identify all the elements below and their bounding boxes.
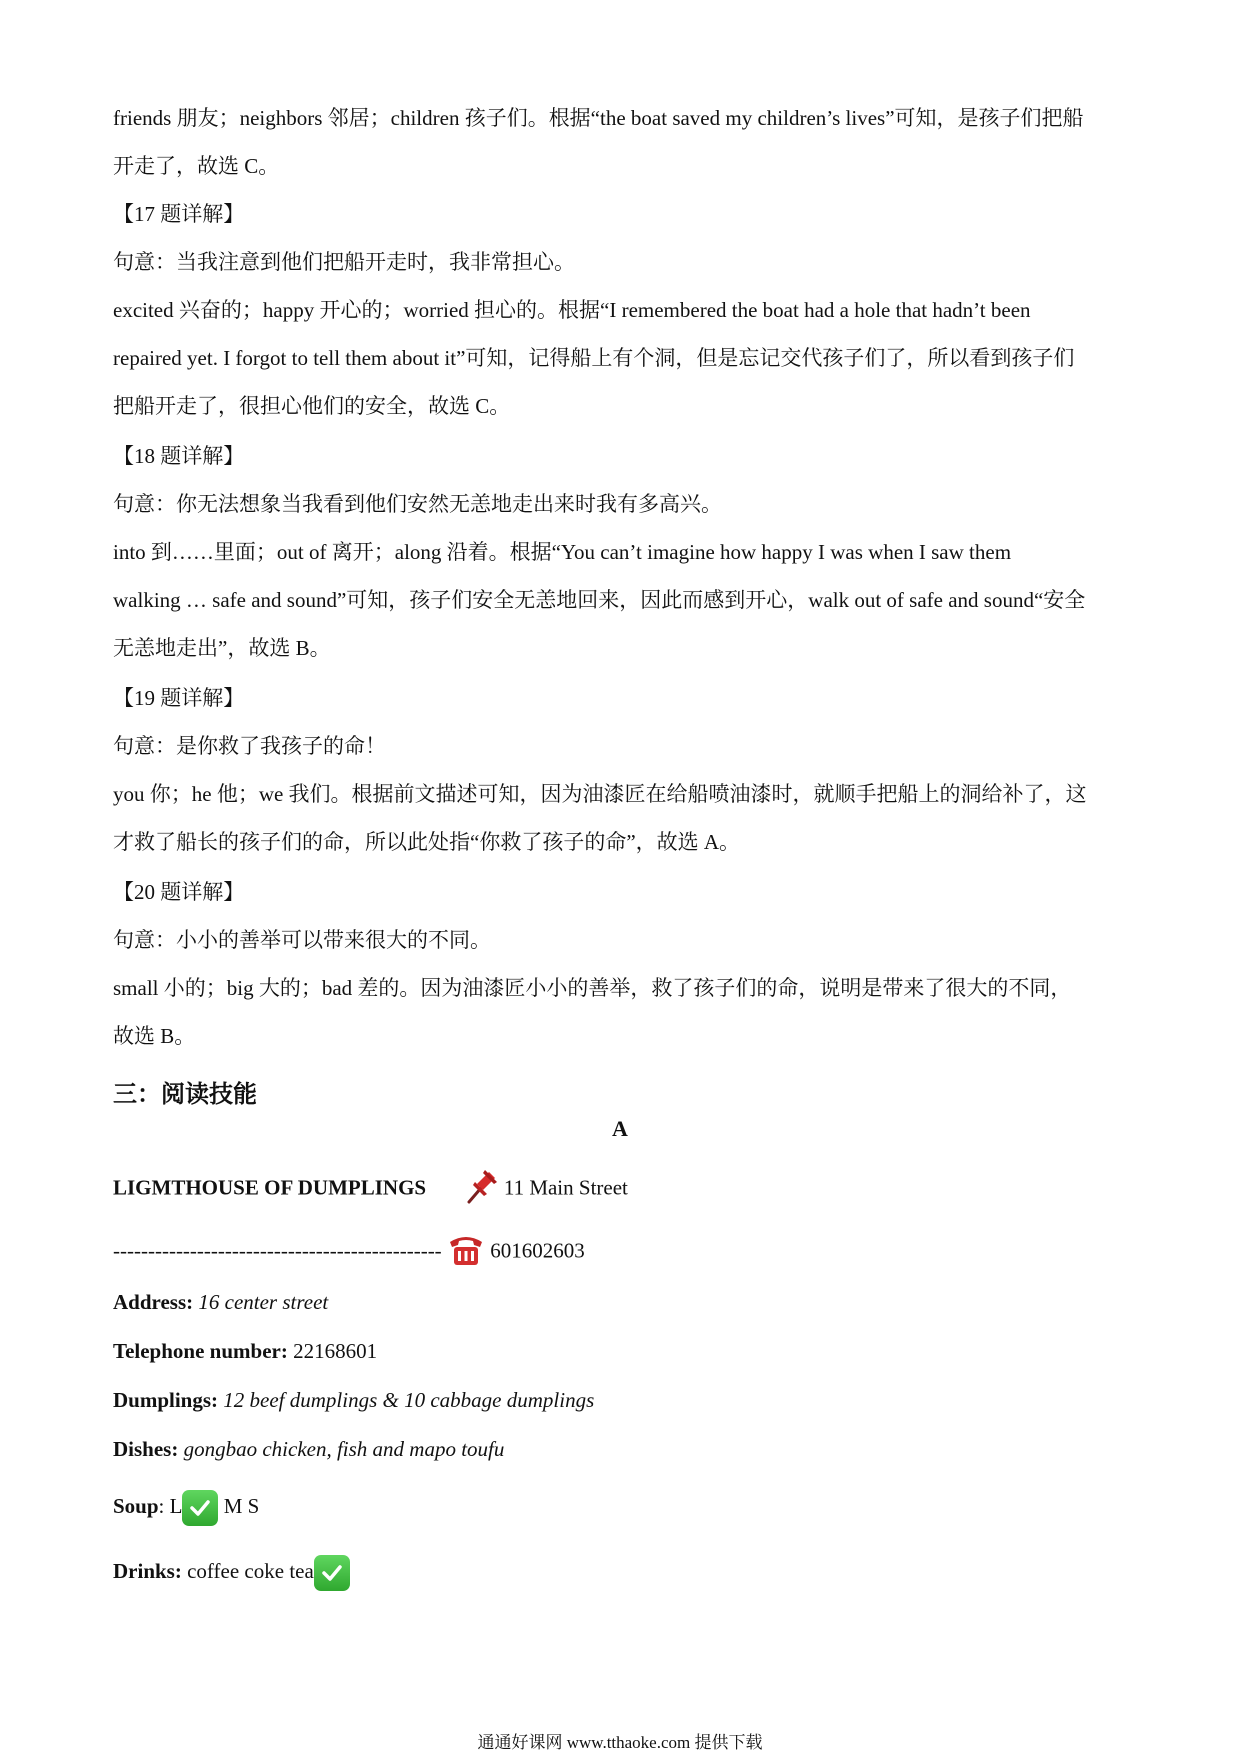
soup-options-ms: M S (223, 1493, 260, 1518)
text-line: you 你；he 他；we 我们。根据前文描述可知，因为油漆匠在给船喷油漆时，就顺手把船上的洞给补了，这 (113, 782, 1087, 806)
telephone-label: Telephone number: (113, 1339, 288, 1363)
soup-option-l: L (169, 1493, 183, 1518)
drinks-label: Drinks: (113, 1558, 182, 1583)
text-line: into 到……里面；out of 离开；along 沿着。根据“You can’t imagine how happy I was when I saw them (113, 540, 1012, 564)
address-value: 16 center street (198, 1290, 329, 1314)
address-label: Address: (113, 1290, 194, 1314)
restaurant-line (113, 1166, 1133, 1213)
address-row (113, 1288, 1133, 1316)
dumplings-row (113, 1386, 1133, 1414)
text-line: 才救了船长的孩子们的命，所以此处指“你救了孩子的命”，故选 A。 (113, 830, 741, 854)
street-text: 11 Main Street (503, 1175, 628, 1200)
pushpin-icon (463, 1166, 499, 1213)
sentence-meaning-17: 句意：当我注意到他们把船开走时，我非常担心。 (113, 250, 575, 274)
question-17-heading: 【17 题详解】 (113, 202, 245, 226)
text-line: excited 兴奋的；happy 开心的；worried 担心的。根据“I remembered the boat had a hole that hadn’t been (113, 298, 1031, 322)
dumplings-label: Dumplings: (113, 1388, 219, 1412)
question-20-heading: 【20 题详解】 (113, 880, 245, 904)
dashed-separator: ----------------------------------------------- (113, 1238, 442, 1263)
telephone-value: 22168601 (293, 1339, 378, 1363)
drinks-row (113, 1555, 1133, 1591)
sentence-meaning-20: 句意：小小的善举可以带来很大的不同。 (113, 928, 491, 952)
question-19-heading: 【19 题详解】 (113, 686, 245, 710)
soup-row (113, 1490, 1133, 1526)
text-line: small 小的；big 大的；bad 差的。因为油漆匠小小的善举，救了孩子们的命，说明是带来了很大的不同， (113, 976, 1072, 1000)
passage-letter: A (612, 1116, 628, 1141)
dishes-value: gongbao chicken, fish and mapo toufu (183, 1437, 505, 1461)
text-line: 故选 B。 (113, 1024, 196, 1048)
text-line: 把船开走了，很担心他们的安全，故选 C。 (113, 394, 511, 418)
soup-colon: : (158, 1493, 165, 1518)
check-mark-icon (182, 1490, 218, 1526)
soup-label: Soup (113, 1493, 159, 1518)
telephone-row (113, 1337, 1133, 1365)
text-line: 无恙地走出”，故选 B。 (113, 636, 331, 660)
text-line: friends 朋友；neighbors 邻居；children 孩子们。根据“the boat saved my children’s lives”可知，是孩子们把船 (113, 106, 1084, 130)
restaurant-name: LIGMTHOUSE OF DUMPLINGS (113, 1175, 427, 1200)
text-line: 开走了，故选 C。 (113, 154, 280, 178)
sentence-meaning-19: 句意：是你救了我孩子的命！ (113, 734, 386, 758)
section-title: 三：阅读技能 (113, 1080, 257, 1108)
text-line: repaired yet. I forgot to tell them about it”可知，记得船上有个洞，但是忘记交代孩子们了，所以看到孩子们 (113, 346, 1075, 370)
sentence-meaning-18: 句意：你无法想象当我看到他们安然无恙地走出来时我有多高兴。 (113, 492, 722, 516)
question-18-heading: 【18 题详解】 (113, 444, 245, 468)
page-footer: 通通好课网 www.tthaoke.com 提供下载 (477, 1733, 763, 1752)
dishes-row (113, 1435, 1133, 1463)
text-line: walking … safe and sound”可知，孩子们安全无恙地回来，因此而感到开心，walk out of safe and sound“安全 (113, 588, 1086, 612)
phone-text: 601602603 (490, 1238, 585, 1263)
dumplings-value: 12 beef dumplings & 10 cabbage dumplings (223, 1388, 595, 1412)
phone-line (113, 1230, 1133, 1275)
dishes-label: Dishes: (113, 1437, 179, 1461)
drinks-value: coffee coke tea (187, 1558, 314, 1583)
telephone-icon (447, 1230, 485, 1275)
check-mark-icon (314, 1555, 350, 1591)
